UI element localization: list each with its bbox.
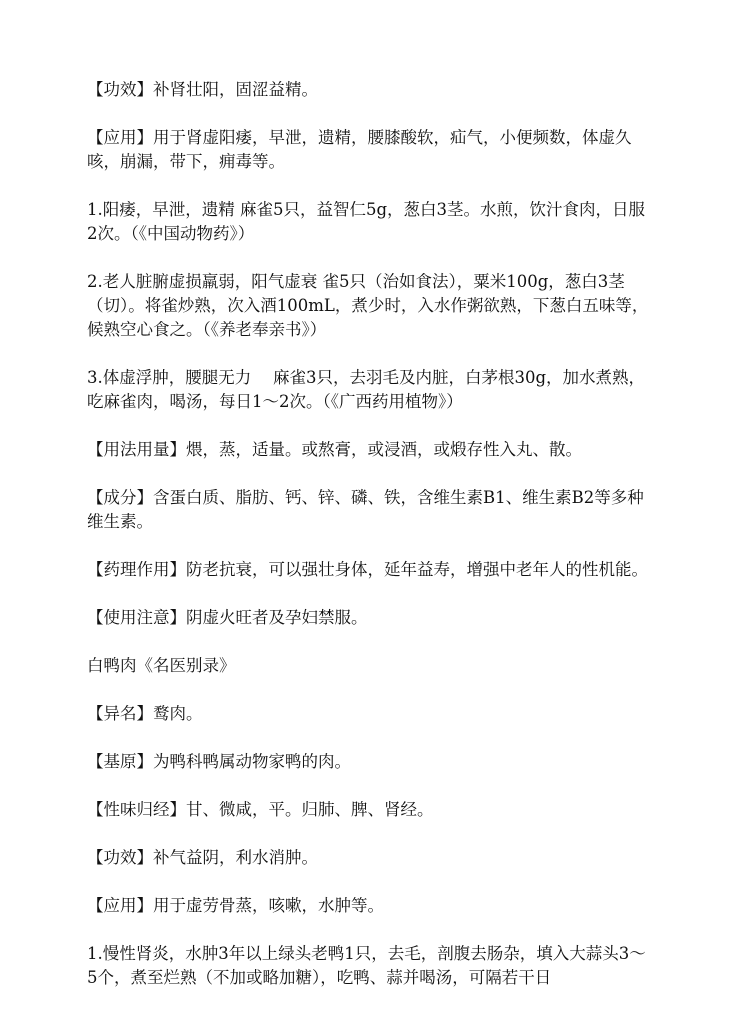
paragraph-alias: 【异名】鹜肉。 [87,704,203,723]
document-body [87,78,652,1014]
paragraph-effect: 【功效】补肾壮阳，固涩益精。 [87,80,318,99]
paragraph-duck-application: 【应用】用于虚劳骨蒸，咳嗽，水肿等。 [87,896,384,915]
paragraph-recipe-3: 3.体虚浮肿，腰腿无力 麻雀3只，去羽毛及内脏，白茅根30g，加水煮熟，吃麻雀肉，喝汤，每日1～2次。（《广西药用植物》） [87,368,646,411]
paragraph-usage-dosage: 【用法用量】煨，蒸，适量。或熬膏，或浸酒，或煅存性入丸、散。 [87,440,582,459]
paragraph-application: 【应用】用于肾虚阳痿，早泄，遗精，腰膝酸软，疝气，小便频数，体虚久咳，崩漏，带下，痈毒等。 [87,128,632,171]
paragraph-duck-effect: 【功效】补气益阴，利水消肿。 [87,848,318,867]
paragraph-recipe-2: 2.老人脏腑虚损羸弱，阳气虚衰 雀5只（治如食法），粟米100g，葱白3茎（切）。将雀炒熟，次入酒100mL，煮少时，入水作粥欲熟，下葱白五味等，候熟空心食之。（《养老奉亲书》） [87,272,649,339]
paragraph-pharmacology: 【药理作用】防老抗衰，可以强壮身体，延年益寿，增强中老年人的性机能。 [87,560,648,579]
section-heading-duck-meat: 白鸭肉《名医别录》 [87,656,236,675]
paragraph-duck-recipe-1: 1.慢性肾炎，水肿3年以上绿头老鸭1只，去毛，剖腹去肠杂，填入大蒜头3～5个，煮至烂熟（不加或略加糖），吃鸭、蒜并喝汤，可隔若干日 [87,944,646,987]
paragraph-origin: 【基原】为鸭科鸭属动物家鸭的肉。 [87,752,351,771]
paragraph-nature-meridian: 【性味归经】甘、微咸，平。归肺、脾、肾经。 [87,800,434,819]
paragraph-ingredients: 【成分】含蛋白质、脂肪、钙、锌、磷、铁，含维生素B1、维生素B2等多种维生素。 [87,488,644,531]
paragraph-recipe-1: 1.阳痿，早泄，遗精 麻雀5只，益智仁5g，葱白3茎。水煎，饮汁食肉，日服2次。（《中国动物药》） [87,200,646,243]
paragraph-precautions: 【使用注意】阴虚火旺者及孕妇禁服。 [87,608,368,627]
